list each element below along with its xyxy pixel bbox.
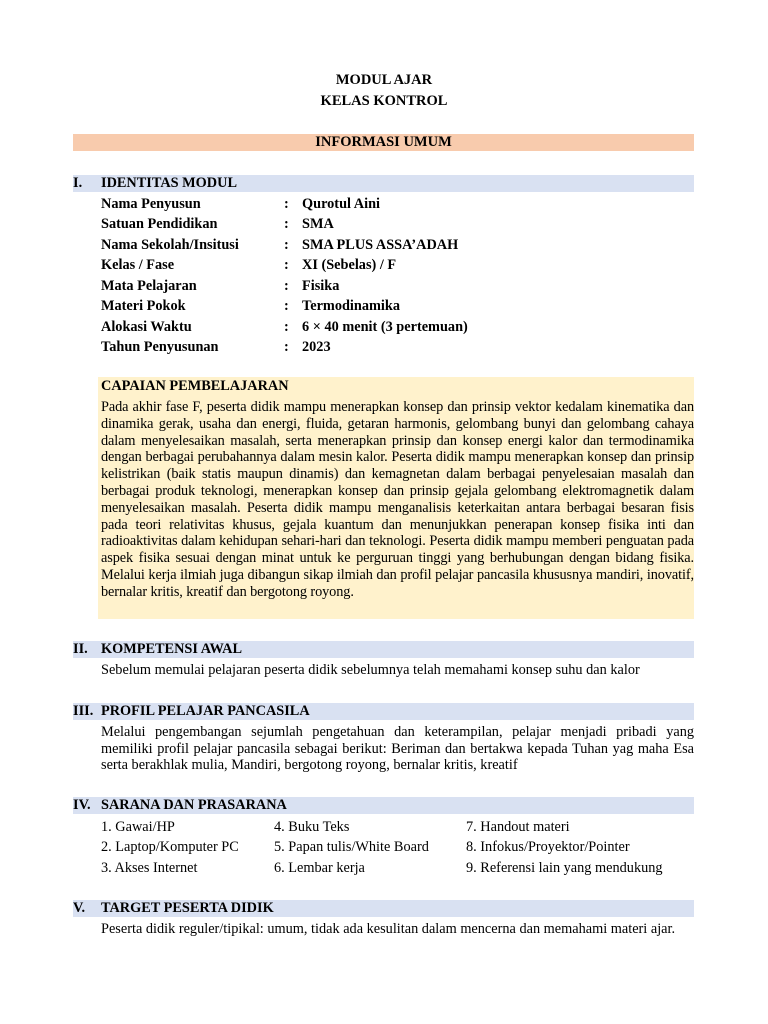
- identitas-label: Alokasi Waktu: [101, 319, 192, 335]
- info-banner: INFORMASI UMUM: [73, 134, 694, 151]
- sarana-item: 1. Gawai/HP: [101, 819, 175, 835]
- sarana-item: 6. Lembar kerja: [274, 860, 365, 876]
- section-title-kompetensi: KOMPETENSI AWAL: [101, 641, 243, 657]
- identitas-colon: :: [284, 237, 289, 253]
- sarana-item: 7. Handout materi: [466, 819, 570, 835]
- identitas-label: Materi Pokok: [101, 298, 186, 314]
- identitas-colon: :: [284, 278, 289, 294]
- identitas-label: Nama Sekolah/Insitusi: [101, 237, 239, 253]
- sarana-item: 3. Akses Internet: [101, 860, 198, 876]
- identitas-value: 6 × 40 menit (3 pertemuan): [302, 319, 468, 335]
- module-subtitle: KELAS KONTROL: [320, 93, 448, 109]
- section-number: III.: [73, 703, 94, 719]
- identitas-colon: :: [284, 339, 289, 355]
- section-title-profil: PROFIL PELAJAR PANCASILA: [101, 703, 310, 719]
- identitas-label: Tahun Penyusunan: [101, 339, 219, 355]
- section-title-identitas: IDENTITAS MODUL: [101, 175, 237, 191]
- profil-text: Melalui pengembangan sejumlah pengetahuan dan keterampilan, pelajar menjadi pribadi yang memiliki profil pelajar pancasila sebagai berikut: Beriman dan bertakwa kepada Tuhan yag maha Esa serta berakhlak mulia, Mandiri, bergotong royong, bernalar kritis, kreatif: [101, 724, 694, 774]
- identitas-colon: :: [284, 319, 289, 335]
- sarana-item: 8. Infokus/Proyektor/Pointer: [466, 839, 630, 855]
- kompetensi-text: Sebelum memulai pelajaran peserta didik sebelumnya telah memahami konsep suhu dan kalor: [101, 662, 640, 678]
- identitas-colon: :: [284, 298, 289, 314]
- section-title-target: TARGET PESERTA DIDIK: [101, 900, 274, 916]
- identitas-value: Qurotul Aini: [302, 196, 380, 212]
- module-title: MODUL AJAR: [335, 72, 433, 88]
- sarana-item: 9. Referensi lain yang mendukung: [466, 860, 663, 876]
- section-number: IV.: [73, 797, 91, 813]
- section-number: V.: [73, 900, 86, 916]
- identitas-value: SMA PLUS ASSA’ADAH: [302, 237, 459, 253]
- identitas-colon: :: [284, 216, 289, 232]
- identitas-label: Satuan Pendidikan: [101, 216, 218, 232]
- identitas-value: 2023: [302, 339, 331, 355]
- identitas-colon: :: [284, 257, 289, 273]
- identitas-colon: :: [284, 196, 289, 212]
- identitas-value: Termodinamika: [302, 298, 400, 314]
- sarana-item: 4. Buku Teks: [274, 819, 350, 835]
- identitas-label: Nama Penyusun: [101, 196, 201, 212]
- identitas-value: XI (Sebelas) / F: [302, 257, 397, 273]
- section-title-sarana: SARANA DAN PRASARANA: [101, 797, 287, 813]
- sarana-item: 5. Papan tulis/White Board: [274, 839, 429, 855]
- capaian-text: Pada akhir fase F, peserta didik mampu menerapkan konsep dan prinsip vektor kedalam kinematika dan dinamika gerak, usaha dan energi, fluida, getaran harmonis, gelombang bunyi dan gelombang cahaya dalam menyelesaikan masalah, serta menerapkan prinsip dan konsep energi kalor dan termodinamika dengan berbagai perubahannya dalam mesin kalor. Peserta didik mampu menerapkan konsep dan prinsip kelistrikan (baik statis maupun dinamis) dan kemagnetan dalam berbagai penyelesaian masalah dan berbagai produk teknologi, menerapkan konsep dan prinsip gejala gelombang elektromagnetik dalam menyelesaikan masalah. Peserta didik mampu menganalisis keterkaitan antara berbagai besaran fisis pada teori relativitas khusus, gejala kuantum dan menunjukkan penerapan konsep fisika inti dan radioaktivitas dalam kehidupan sehari-hari dan teknologi. Peserta didik mampu memberi penguatan pada aspek fisika sesuai dengan minat untuk ke perguruan tinggi yang berhubungan dengan bidang fisika. Melalui kerja ilmiah juga dibangun sikap ilmiah dan profil pelajar pancasila khususnya mandiri, inovatif, bernalar kritis, kreatif dan bergotong royong.: [101, 399, 694, 600]
- sarana-item: 2. Laptop/Komputer PC: [101, 839, 239, 855]
- identitas-value: SMA: [302, 216, 334, 232]
- identitas-label: Kelas / Fase: [101, 257, 175, 273]
- section-number: I.: [73, 175, 83, 191]
- identitas-value: Fisika: [302, 278, 340, 294]
- capaian-title: CAPAIAN PEMBELAJARAN: [101, 378, 289, 394]
- target-text: Peserta didik reguler/tipikal: umum, tidak ada kesulitan dalam mencerna dan memahami materi ajar.: [101, 921, 676, 937]
- section-number: II.: [73, 641, 88, 657]
- identitas-label: Mata Pelajaran: [101, 278, 197, 294]
